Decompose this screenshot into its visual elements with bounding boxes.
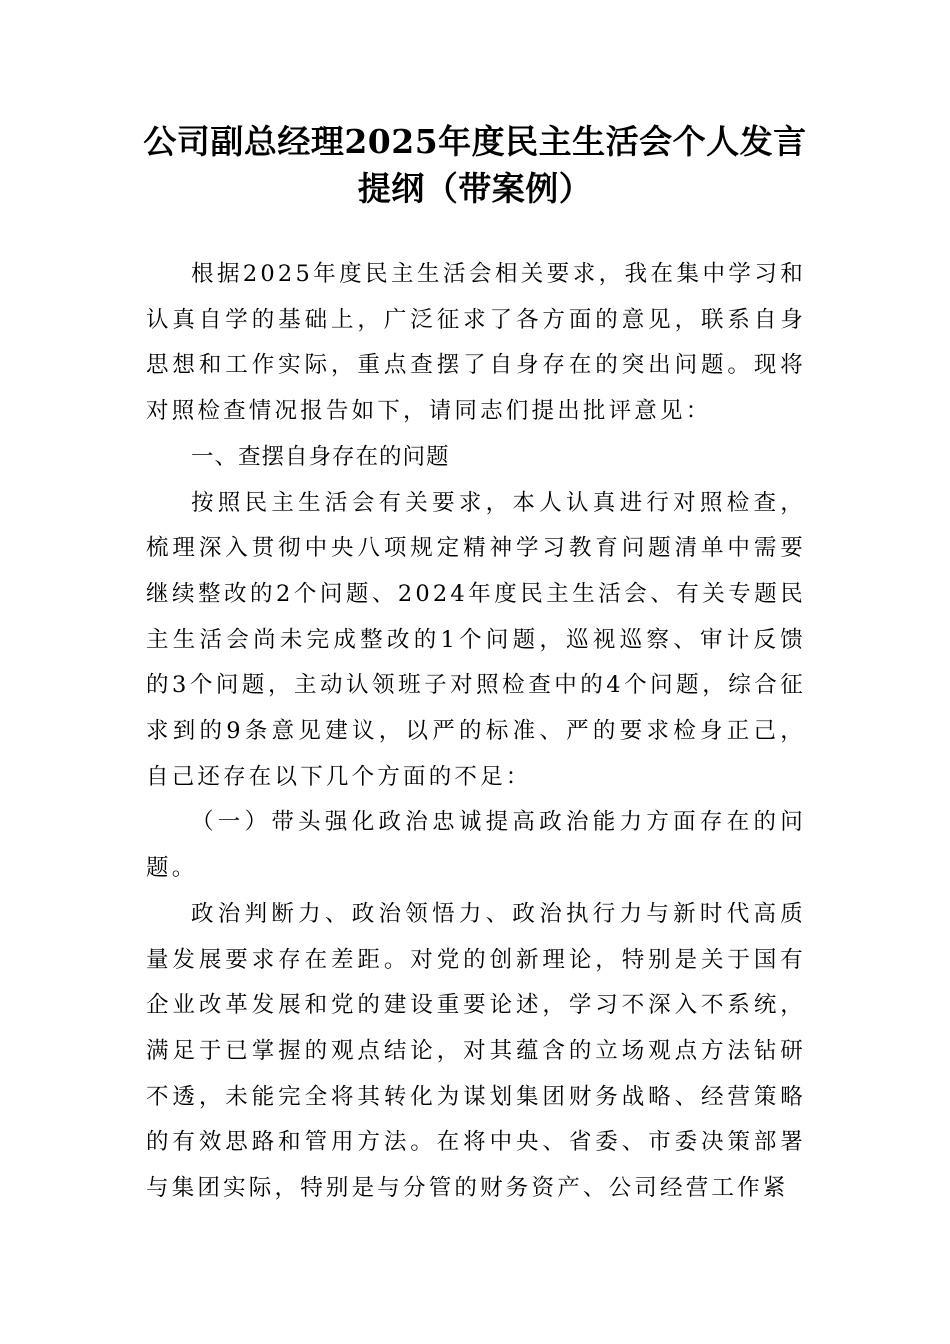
intro-paragraph: 根据2025年度民主生活会相关要求，我在集中学习和认真自学的基础上，广泛征求了各方面的意见，联系自身思想和工作实际，重点查摆了自身存在的突出问题。现将对照检查情况报告如下，请同志们提出批评意见： — [146, 261, 806, 425]
document-title: 公司副总经理2025年度民主生活会个人发言提纲（带案例） — [143, 122, 807, 208]
subsection-heading-1: （一）带头强化政治忠诚提高政治能力方面存在的问题。 — [146, 809, 806, 882]
body-paragraph: 按照民主生活会有关要求，本人认真进行对照检查，梳理深入贯彻中央八项规定精神学习教育问题清单中需要继续整改的2个问题、2024年度民主生活会、有关专题民主生活会尚未完成整改的1个问题，巡视巡察、审计反馈的3个问题，主动认领班子对照检查中的4个问题，综合征求到的9条意见建议，以严的标准、严的要求检身正己，自己还存在以下几个方面的不足： — [146, 489, 806, 790]
section-heading-1: 一、查摆自身存在的问题 — [191, 443, 450, 470]
document-body — [146, 252, 806, 1212]
body-paragraph: 政治判断力、政治领悟力、政治执行力与新时代高质量发展要求存在差距。对党的创新理论，特别是关于国有企业改革发展和党的建设重要论述，学习不深入不系统，满足于已掌握的观点结论，对其蕴含的立场观点方法钻研不透，未能完全将其转化为谋划集团财务战略、经营策略的有效思路和管用方法。在将中央、省委、市委决策部署与集团实际，特别是与分管的财务资产、公司经营工作紧 — [146, 900, 806, 1202]
